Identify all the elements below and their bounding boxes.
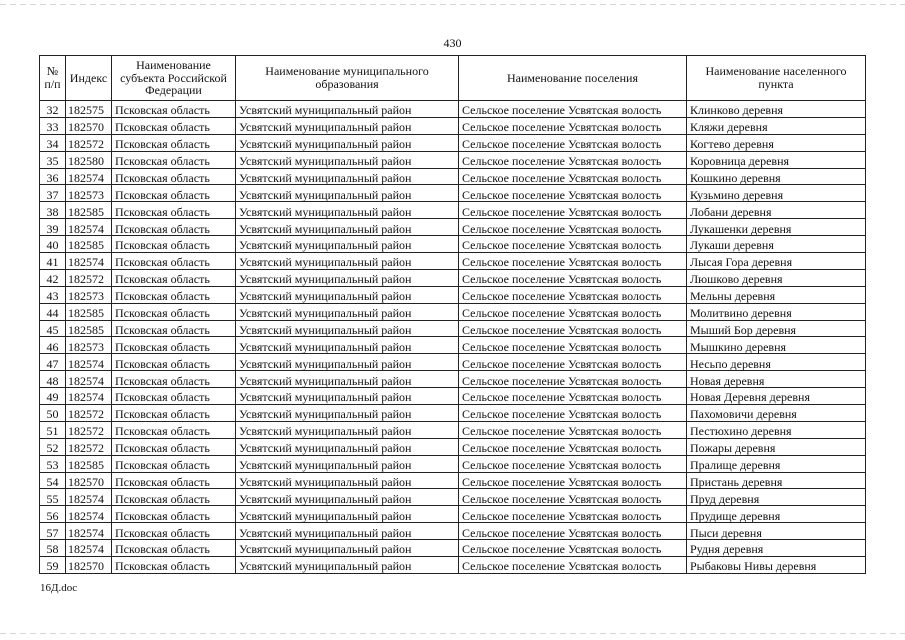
- table-row: [40, 540, 866, 557]
- row-number-cell: 42: [40, 269, 66, 286]
- municipality-cell: Усвятский муниципальный район: [236, 489, 459, 506]
- settlement-cell: Сельское поселение Усвятская волость: [459, 151, 687, 168]
- settlement-cell: Сельское поселение Усвятская волость: [459, 219, 687, 236]
- municipality-cell: Усвятский муниципальный район: [236, 337, 459, 354]
- locality-cell: Молитвино деревня: [687, 303, 866, 320]
- federal-subject-cell: Псковская область: [112, 388, 236, 405]
- settlement-cell: Сельское поселение Усвятская волость: [459, 371, 687, 388]
- municipality-cell: Усвятский муниципальный район: [236, 455, 459, 472]
- municipality-cell: Усвятский муниципальный район: [236, 438, 459, 455]
- table-row: [40, 489, 866, 506]
- settlements-table-wrap: [39, 55, 865, 574]
- header-locality: Наименование населенного пункта: [687, 56, 866, 101]
- settlement-cell: Сельское поселение Усвятская волость: [459, 557, 687, 574]
- page-number: 430: [443, 36, 462, 50]
- postal-index-cell: 182574: [66, 523, 112, 540]
- settlement-cell: Сельское поселение Усвятская волость: [459, 101, 687, 118]
- federal-subject-cell: Псковская область: [112, 219, 236, 236]
- table-row: [40, 472, 866, 489]
- table-row: [40, 388, 866, 405]
- table-row: [40, 134, 866, 151]
- settlement-cell: Сельское поселение Усвятская волость: [459, 117, 687, 134]
- locality-cell: Прудище деревня: [687, 506, 866, 523]
- locality-cell: Рудня деревня: [687, 540, 866, 557]
- table-row: [40, 405, 866, 422]
- row-number-cell: 32: [40, 101, 66, 118]
- table-body: [40, 101, 866, 574]
- table-row: [40, 286, 866, 303]
- locality-cell: Коровница деревня: [687, 151, 866, 168]
- row-number-cell: 58: [40, 540, 66, 557]
- row-number-cell: 46: [40, 337, 66, 354]
- municipality-cell: Усвятский муниципальный район: [236, 472, 459, 489]
- table-row: [40, 168, 866, 185]
- settlement-cell: Сельское поселение Усвятская волость: [459, 337, 687, 354]
- row-number-cell: 55: [40, 489, 66, 506]
- locality-cell: Рыбаковы Нивы деревня: [687, 557, 866, 574]
- table-row: [40, 185, 866, 202]
- table-row: [40, 269, 866, 286]
- settlement-cell: Сельское поселение Усвятская волость: [459, 523, 687, 540]
- municipality-cell: Усвятский муниципальный район: [236, 421, 459, 438]
- header-postal-index: Индекс: [66, 56, 112, 101]
- settlement-cell: Сельское поселение Усвятская волость: [459, 354, 687, 371]
- table-row: [40, 303, 866, 320]
- federal-subject-cell: Псковская область: [112, 286, 236, 303]
- settlement-cell: Сельское поселение Усвятская волость: [459, 506, 687, 523]
- postal-index-cell: 182572: [66, 405, 112, 422]
- locality-cell: Пожары деревня: [687, 438, 866, 455]
- locality-cell: Несьпо деревня: [687, 354, 866, 371]
- federal-subject-cell: Псковская область: [112, 472, 236, 489]
- row-number-cell: 57: [40, 523, 66, 540]
- postal-index-cell: 182572: [66, 269, 112, 286]
- settlement-cell: Сельское поселение Усвятская волость: [459, 455, 687, 472]
- row-number-cell: 49: [40, 388, 66, 405]
- postal-index-cell: 182574: [66, 354, 112, 371]
- federal-subject-cell: Псковская область: [112, 506, 236, 523]
- settlement-cell: Сельское поселение Усвятская волость: [459, 303, 687, 320]
- municipality-cell: Усвятский муниципальный район: [236, 134, 459, 151]
- postal-index-cell: 182572: [66, 438, 112, 455]
- row-number-cell: 43: [40, 286, 66, 303]
- settlement-cell: Сельское поселение Усвятская волость: [459, 185, 687, 202]
- settlement-cell: Сельское поселение Усвятская волость: [459, 388, 687, 405]
- federal-subject-cell: Псковская область: [112, 134, 236, 151]
- postal-index-cell: 182573: [66, 337, 112, 354]
- locality-cell: Пыси деревня: [687, 523, 866, 540]
- table-header-row: [40, 56, 866, 101]
- settlement-cell: Сельское поселение Усвятская волость: [459, 540, 687, 557]
- municipality-cell: Усвятский муниципальный район: [236, 202, 459, 219]
- table-row: [40, 101, 866, 118]
- municipality-cell: Усвятский муниципальный район: [236, 269, 459, 286]
- table-row: [40, 337, 866, 354]
- row-number-cell: 47: [40, 354, 66, 371]
- federal-subject-cell: Псковская область: [112, 151, 236, 168]
- federal-subject-cell: Псковская область: [112, 557, 236, 574]
- settlement-cell: Сельское поселение Усвятская волость: [459, 269, 687, 286]
- municipality-cell: Усвятский муниципальный район: [236, 354, 459, 371]
- row-number-cell: 59: [40, 557, 66, 574]
- locality-cell: Пестюхино деревня: [687, 421, 866, 438]
- table-row: [40, 523, 866, 540]
- federal-subject-cell: Псковская область: [112, 337, 236, 354]
- row-number-cell: 51: [40, 421, 66, 438]
- municipality-cell: Усвятский муниципальный район: [236, 388, 459, 405]
- scan-artifact-bottom: [0, 633, 905, 634]
- locality-cell: Клинково деревня: [687, 101, 866, 118]
- postal-index-cell: 182585: [66, 236, 112, 253]
- federal-subject-cell: Псковская область: [112, 253, 236, 270]
- municipality-cell: Усвятский муниципальный район: [236, 236, 459, 253]
- settlement-cell: Сельское поселение Усвятская волость: [459, 472, 687, 489]
- row-number-cell: 39: [40, 219, 66, 236]
- locality-cell: Лысая Гора деревня: [687, 253, 866, 270]
- postal-index-cell: 182575: [66, 101, 112, 118]
- settlement-cell: Сельское поселение Усвятская волость: [459, 320, 687, 337]
- federal-subject-cell: Псковская область: [112, 236, 236, 253]
- federal-subject-cell: Псковская область: [112, 405, 236, 422]
- table-row: [40, 219, 866, 236]
- postal-index-cell: 182573: [66, 286, 112, 303]
- locality-cell: Новая деревня: [687, 371, 866, 388]
- table-row: [40, 151, 866, 168]
- postal-index-cell: 182570: [66, 472, 112, 489]
- postal-index-cell: 182585: [66, 303, 112, 320]
- postal-index-cell: 182574: [66, 489, 112, 506]
- header-row-number: № п/п: [40, 56, 66, 101]
- row-number-cell: 53: [40, 455, 66, 472]
- municipality-cell: Усвятский муниципальный район: [236, 557, 459, 574]
- municipality-cell: Усвятский муниципальный район: [236, 540, 459, 557]
- postal-index-cell: 182574: [66, 371, 112, 388]
- row-number-cell: 41: [40, 253, 66, 270]
- header-settlement: Наименование поселения: [459, 56, 687, 101]
- settlement-cell: Сельское поселение Усвятская волость: [459, 421, 687, 438]
- locality-cell: Мельны деревня: [687, 286, 866, 303]
- settlement-cell: Сельское поселение Усвятская волость: [459, 438, 687, 455]
- federal-subject-cell: Псковская область: [112, 202, 236, 219]
- settlement-cell: Сельское поселение Усвятская волость: [459, 253, 687, 270]
- locality-cell: Пристань деревня: [687, 472, 866, 489]
- locality-cell: Пахомовичи деревня: [687, 405, 866, 422]
- table-row: [40, 117, 866, 134]
- row-number-cell: 38: [40, 202, 66, 219]
- federal-subject-cell: Псковская область: [112, 354, 236, 371]
- municipality-cell: Усвятский муниципальный район: [236, 117, 459, 134]
- locality-cell: Кошкино деревня: [687, 168, 866, 185]
- postal-index-cell: 182572: [66, 134, 112, 151]
- row-number-cell: 33: [40, 117, 66, 134]
- settlement-cell: Сельское поселение Усвятская волость: [459, 405, 687, 422]
- table-row: [40, 421, 866, 438]
- municipality-cell: Усвятский муниципальный район: [236, 168, 459, 185]
- municipality-cell: Усвятский муниципальный район: [236, 101, 459, 118]
- postal-index-cell: 182572: [66, 421, 112, 438]
- federal-subject-cell: Псковская область: [112, 421, 236, 438]
- settlement-cell: Сельское поселение Усвятская волость: [459, 168, 687, 185]
- federal-subject-cell: Псковская область: [112, 269, 236, 286]
- settlement-cell: Сельское поселение Усвятская волость: [459, 134, 687, 151]
- table-row: [40, 236, 866, 253]
- row-number-cell: 37: [40, 185, 66, 202]
- row-number-cell: 40: [40, 236, 66, 253]
- municipality-cell: Усвятский муниципальный район: [236, 371, 459, 388]
- postal-index-cell: 182570: [66, 117, 112, 134]
- federal-subject-cell: Псковская область: [112, 523, 236, 540]
- postal-index-cell: 182585: [66, 455, 112, 472]
- locality-cell: Лобани деревня: [687, 202, 866, 219]
- scan-artifact-top: [0, 4, 905, 5]
- table-row: [40, 371, 866, 388]
- federal-subject-cell: Псковская область: [112, 371, 236, 388]
- postal-index-cell: 182574: [66, 540, 112, 557]
- row-number-cell: 50: [40, 405, 66, 422]
- municipality-cell: Усвятский муниципальный район: [236, 185, 459, 202]
- municipality-cell: Усвятский муниципальный район: [236, 303, 459, 320]
- table-row: [40, 320, 866, 337]
- municipality-cell: Усвятский муниципальный район: [236, 320, 459, 337]
- locality-cell: Кузьмино деревня: [687, 185, 866, 202]
- federal-subject-cell: Псковская область: [112, 320, 236, 337]
- municipality-cell: Усвятский муниципальный район: [236, 286, 459, 303]
- footer-filename: 16Д.doc: [40, 582, 78, 594]
- header-municipality: Наименование муниципального образования: [236, 56, 459, 101]
- postal-index-cell: 182585: [66, 202, 112, 219]
- header-federal-subject: Наименование субъекта Российской Федерации: [112, 56, 236, 101]
- row-number-cell: 54: [40, 472, 66, 489]
- settlement-cell: Сельское поселение Усвятская волость: [459, 489, 687, 506]
- postal-index-cell: 182570: [66, 557, 112, 574]
- postal-index-cell: 182574: [66, 219, 112, 236]
- locality-cell: Мышкино деревня: [687, 337, 866, 354]
- federal-subject-cell: Псковская область: [112, 117, 236, 134]
- locality-cell: Люшково деревня: [687, 269, 866, 286]
- postal-index-cell: 182580: [66, 151, 112, 168]
- table-row: [40, 506, 866, 523]
- settlement-cell: Сельское поселение Усвятская волость: [459, 236, 687, 253]
- row-number-cell: 35: [40, 151, 66, 168]
- federal-subject-cell: Псковская область: [112, 101, 236, 118]
- locality-cell: Лукашенки деревня: [687, 219, 866, 236]
- locality-cell: Пруд деревня: [687, 489, 866, 506]
- row-number-cell: 45: [40, 320, 66, 337]
- locality-cell: Мыший Бор деревня: [687, 320, 866, 337]
- locality-cell: Кляжи деревня: [687, 117, 866, 134]
- locality-cell: Пралище деревня: [687, 455, 866, 472]
- postal-index-cell: 182574: [66, 388, 112, 405]
- table-row: [40, 438, 866, 455]
- federal-subject-cell: Псковская область: [112, 303, 236, 320]
- postal-index-cell: 182585: [66, 320, 112, 337]
- municipality-cell: Усвятский муниципальный район: [236, 253, 459, 270]
- row-number-cell: 36: [40, 168, 66, 185]
- postal-index-cell: 182574: [66, 168, 112, 185]
- locality-cell: Новая Деревня деревня: [687, 388, 866, 405]
- municipality-cell: Усвятский муниципальный район: [236, 405, 459, 422]
- federal-subject-cell: Псковская область: [112, 540, 236, 557]
- row-number-cell: 56: [40, 506, 66, 523]
- municipality-cell: Усвятский муниципальный район: [236, 219, 459, 236]
- settlement-cell: Сельское поселение Усвятская волость: [459, 202, 687, 219]
- row-number-cell: 44: [40, 303, 66, 320]
- locality-cell: Когтево деревня: [687, 134, 866, 151]
- row-number-cell: 52: [40, 438, 66, 455]
- federal-subject-cell: Псковская область: [112, 455, 236, 472]
- municipality-cell: Усвятский муниципальный район: [236, 523, 459, 540]
- federal-subject-cell: Псковская область: [112, 489, 236, 506]
- settlement-cell: Сельское поселение Усвятская волость: [459, 286, 687, 303]
- municipality-cell: Усвятский муниципальный район: [236, 151, 459, 168]
- postal-index-cell: 182574: [66, 506, 112, 523]
- federal-subject-cell: Псковская область: [112, 185, 236, 202]
- table-row: [40, 253, 866, 270]
- row-number-cell: 48: [40, 371, 66, 388]
- locality-cell: Лукаши деревня: [687, 236, 866, 253]
- municipality-cell: Усвятский муниципальный район: [236, 506, 459, 523]
- table-row: [40, 455, 866, 472]
- federal-subject-cell: Псковская область: [112, 168, 236, 185]
- postal-index-cell: 182574: [66, 253, 112, 270]
- settlements-table: [39, 55, 866, 574]
- table-row: [40, 354, 866, 371]
- table-row: [40, 557, 866, 574]
- row-number-cell: 34: [40, 134, 66, 151]
- postal-index-cell: 182573: [66, 185, 112, 202]
- federal-subject-cell: Псковская область: [112, 438, 236, 455]
- table-row: [40, 202, 866, 219]
